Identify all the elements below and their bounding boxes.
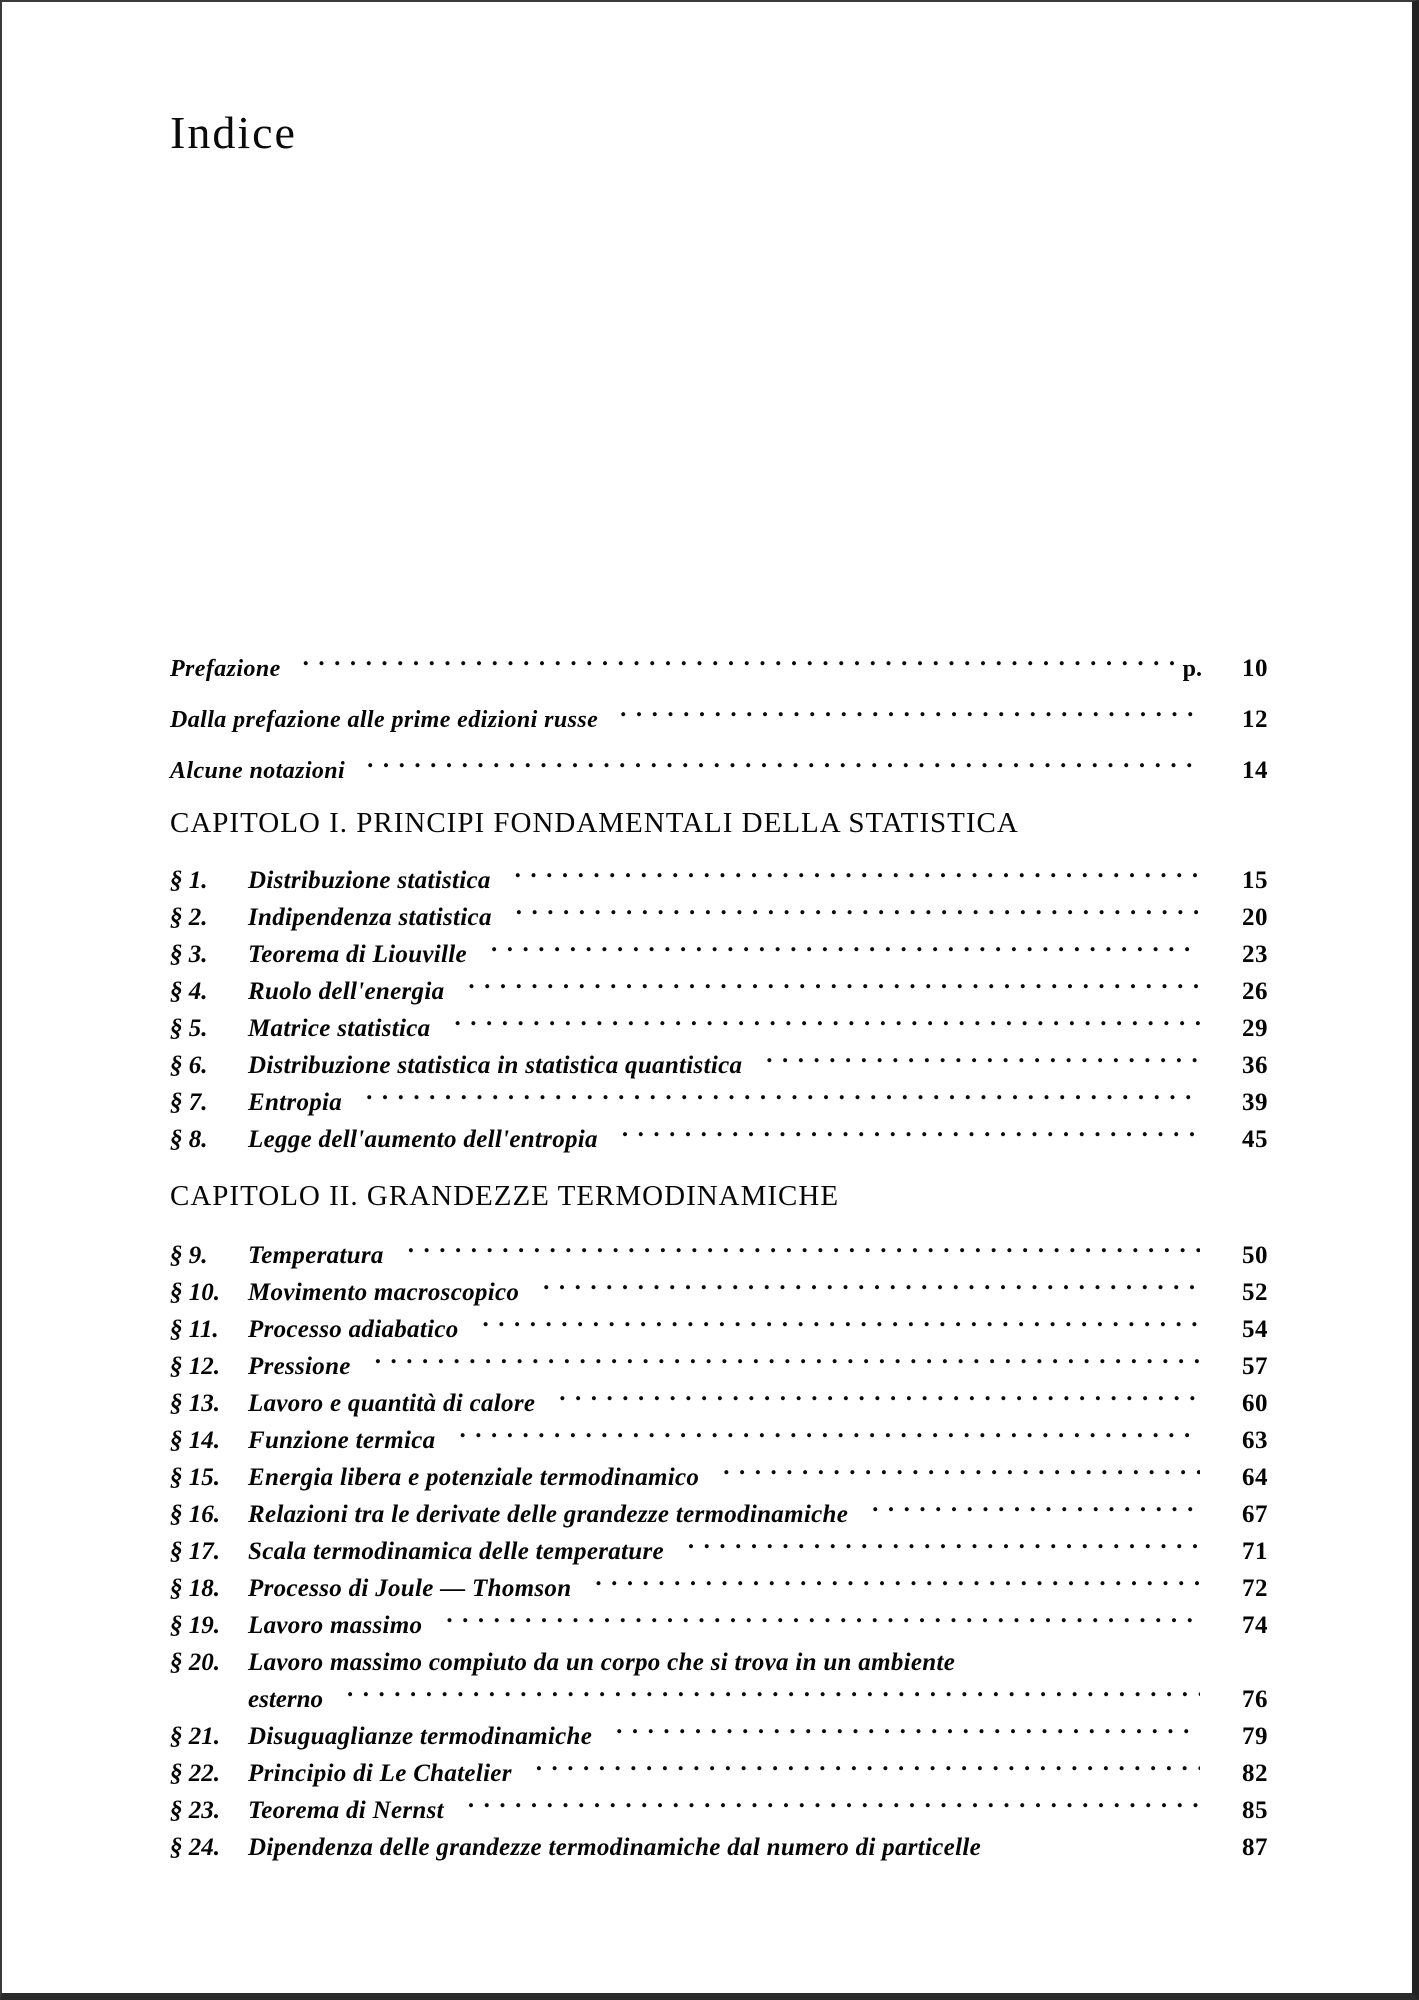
toc-section-row[interactable] [170,1239,1268,1270]
toc-section-row[interactable] [170,1086,1268,1117]
section-number: § 20. [170,1649,220,1676]
page-number: 72 [1242,1575,1268,1602]
toc-front-entry[interactable] [170,652,1268,683]
page-number: 10 [1242,655,1268,682]
section-title: Scala termodinamica delle temperature [248,1538,664,1565]
toc-section-row[interactable] [170,1387,1268,1418]
leader-dots [616,1720,1200,1744]
leader-dots [766,1049,1200,1073]
leader-dots [559,1387,1200,1411]
page-marker: p. [1182,656,1202,682]
section-title: Pressione [248,1353,351,1380]
toc-section-row[interactable] [170,1572,1268,1603]
section-title: Principio di Le Chatelier [248,1760,512,1787]
section-number: § 19. [170,1612,220,1639]
toc-section-row[interactable] [170,1461,1268,1492]
section-title: Distribuzione statistica [248,867,491,894]
page-number: 87 [1242,1834,1268,1861]
leader-dots [620,703,1196,727]
page-number: 67 [1242,1501,1268,1528]
page-number: 63 [1242,1427,1268,1454]
section-number: § 5. [170,1015,208,1042]
toc-front-entry[interactable] [170,703,1268,734]
section-number: § 22. [170,1760,220,1787]
page-number: 20 [1242,904,1268,931]
page-number: 85 [1242,1797,1268,1824]
leader-dots [515,864,1200,888]
section-number: § 7. [170,1089,208,1116]
section-title: Funzione termica [248,1427,436,1454]
section-title: Distribuzione statistica in statistica quantistica [248,1052,743,1079]
toc-section-row[interactable] [170,1609,1268,1640]
leader-dots [468,975,1200,999]
toc-section-row[interactable] [170,1646,1268,1677]
page-number: 76 [1242,1686,1268,1713]
toc-section-row[interactable] [170,1049,1268,1080]
leader-dots [366,1086,1200,1110]
chapter-heading-1: CAPITOLO I. PRINCIPI FONDAMENTALI DELLA STATISTICA [170,807,1019,839]
section-title: Energia libera e potenziale termodinamico [248,1464,700,1491]
section-title: Dipendenza delle grandezze termodinamiche dal numero di particelle [248,1834,981,1861]
page-number: 39 [1242,1089,1268,1116]
page-number: 36 [1242,1052,1268,1079]
page-number: 29 [1242,1015,1268,1042]
toc-section-row[interactable] [170,938,1268,969]
toc-front-entry[interactable] [170,754,1268,785]
section-title: Matrice statistica [248,1015,431,1042]
page-number: 50 [1242,1242,1268,1269]
section-number: § 10. [170,1279,220,1306]
leader-dots [446,1609,1200,1633]
toc-section-row[interactable] [170,1424,1268,1455]
toc-entry-label: Dalla prefazione alle prime edizioni russe [170,707,599,733]
page-number: 12 [1242,706,1268,733]
toc-entry-label: Alcune notazioni [170,758,346,784]
leader-dots [375,1350,1200,1374]
page-number: 60 [1242,1390,1268,1417]
leader-dots [622,1123,1200,1147]
page-number: 57 [1242,1353,1268,1380]
leader-dots [491,938,1200,962]
toc-section-row[interactable] [170,1498,1268,1529]
section-title: Temperatura [248,1242,384,1269]
section-number: § 6. [170,1052,208,1079]
leader-dots [543,1276,1200,1300]
page-number: 82 [1242,1760,1268,1787]
leader-dots [997,1831,1200,1855]
toc-section-row[interactable] [170,901,1268,932]
page-number: 14 [1242,757,1268,784]
section-title: Processo di Joule — Thomson [248,1575,572,1602]
leader-dots [454,1012,1200,1036]
page-number: 74 [1242,1612,1268,1639]
section-title: Teorema di Nernst [248,1797,444,1824]
page-number: 45 [1242,1126,1268,1153]
leader-dots [408,1239,1200,1263]
page-number: 79 [1242,1723,1268,1750]
section-number: § 8. [170,1126,208,1153]
toc-section-row[interactable] [170,1831,1268,1862]
leader-dots [367,754,1196,778]
section-number: § 16. [170,1501,220,1528]
section-title: Indipendenza statistica [248,904,492,931]
toc-section-row[interactable] [170,1720,1268,1751]
page-number: 54 [1242,1316,1268,1343]
leader-dots [459,1424,1200,1448]
section-title: Disuguaglianze termodinamiche [248,1723,593,1750]
toc-section-row[interactable] [170,1012,1268,1043]
toc-section-row[interactable] [170,864,1268,895]
section-title: Movimento macroscopico [248,1279,520,1306]
toc-section-row[interactable] [170,1535,1268,1566]
toc-section-row[interactable] [170,1757,1268,1788]
toc-entry-label: Prefazione [170,656,281,682]
page-number: 64 [1242,1464,1268,1491]
leader-dots [723,1461,1200,1485]
leader-dots [971,1646,1262,1670]
toc-section-row[interactable] [170,1313,1268,1344]
section-number: § 18. [170,1575,220,1602]
leader-dots [303,652,1177,676]
section-title: Processo adiabatico [248,1316,459,1343]
section-number: § 13. [170,1390,220,1417]
leader-dots [536,1757,1200,1781]
section-title: Relazioni tra le derivate delle grandezze termodinamiche [248,1501,849,1528]
toc-section-continuation-row[interactable] [170,1683,1268,1714]
section-number: § 23. [170,1797,220,1824]
section-number: § 9. [170,1242,208,1269]
section-number: § 3. [170,941,208,968]
section-number: § 1. [170,867,208,894]
toc-section-row[interactable] [170,1794,1268,1825]
section-number: § 15. [170,1464,220,1491]
toc-section-row[interactable] [170,1123,1268,1154]
toc-section-row[interactable] [170,975,1268,1006]
page-number: 71 [1242,1538,1268,1565]
section-number: § 24. [170,1834,220,1861]
leader-dots [347,1683,1200,1707]
section-number: § 4. [170,978,208,1005]
leader-dots [595,1572,1200,1596]
section-number: § 14. [170,1427,220,1454]
leader-dots [688,1535,1200,1559]
section-title: Ruolo dell'energia [248,978,445,1005]
chapter-heading-2: CAPITOLO II. GRANDEZZE TERMODINAMICHE [170,1180,840,1212]
leader-dots [516,901,1200,925]
leader-dots [483,1313,1200,1337]
toc-section-row[interactable] [170,1350,1268,1381]
leader-dots [872,1498,1200,1522]
page-number: 52 [1242,1279,1268,1306]
leader-dots [468,1794,1200,1818]
section-title: Teorema di Liouville [248,941,467,968]
section-number: § 12. [170,1353,220,1380]
section-title: Lavoro e quantità di calore [248,1390,536,1417]
toc-section-row[interactable] [170,1276,1268,1307]
section-title: Lavoro massimo compiuto da un corpo che si trova in un ambiente [248,1649,956,1676]
page-number: 15 [1242,867,1268,894]
section-title: Entropia [248,1089,343,1116]
section-title: Lavoro massimo [248,1612,423,1639]
table-of-contents [170,652,1268,1868]
page-number: 23 [1242,941,1268,968]
page-number: 26 [1242,978,1268,1005]
section-title: Legge dell'aumento dell'entropia [248,1126,598,1153]
section-number: § 2. [170,904,208,931]
page-title: Indice [170,107,297,158]
section-number: § 21. [170,1723,220,1750]
section-title-continuation: esterno [248,1686,323,1713]
section-number: § 17. [170,1538,220,1565]
section-number: § 11. [170,1316,219,1343]
